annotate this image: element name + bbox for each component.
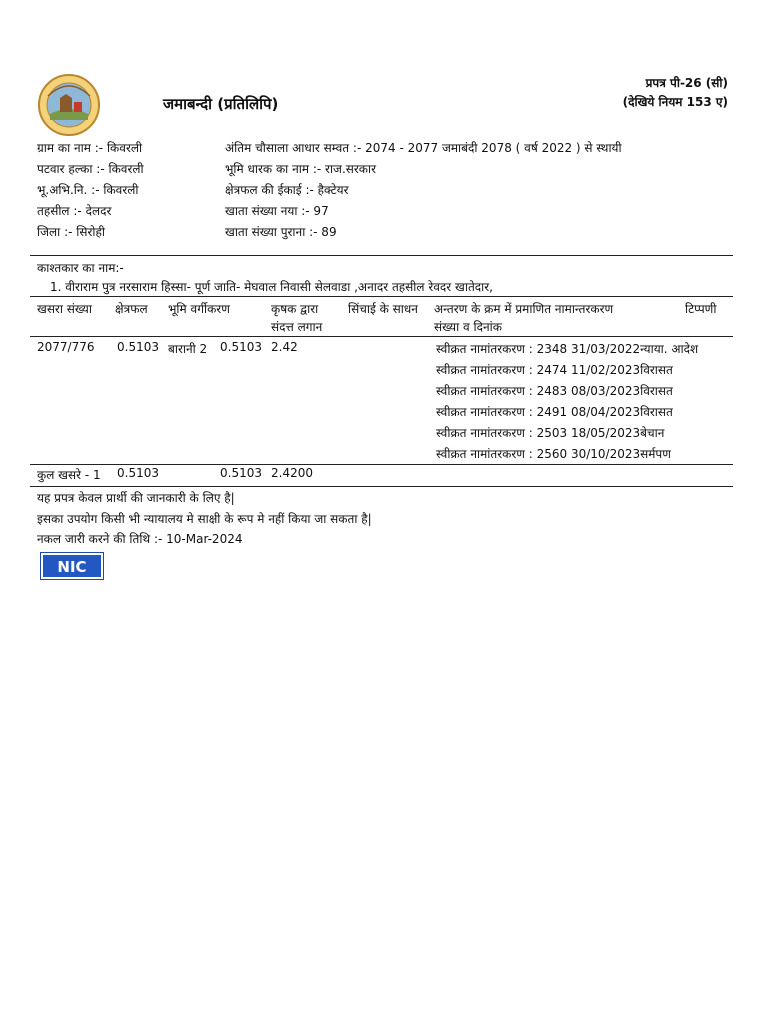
land-record-inspector: भू.अभि.नि. :- किवरली — [37, 183, 139, 197]
header-remarks: टिप्पणी — [685, 302, 717, 316]
total-rent: 2.4200 — [271, 466, 313, 480]
settlement-year: अंतिम चौसाला आधार सम्वत :- 2074 - 2077 जमाबंदी 2078 ( वर्ष 2022 ) से स्थायी — [225, 141, 622, 155]
header-mutation-line2: संख्या व दिनांक — [434, 320, 502, 334]
patwar-halka: पटवार हल्का :- किवरली — [37, 162, 144, 176]
table-bottom-border — [30, 486, 733, 487]
total-area: 0.5103 — [117, 466, 159, 480]
mutation-entry: स्वीक्रत नामांतरकरण : 2348 31/03/2022न्याया. आदेश — [436, 342, 699, 356]
header-khasra: खसरा संख्या — [37, 302, 92, 316]
mutation-entry: स्वीक्रत नामांतरकरण : 2560 30/10/2023सर्मपण — [436, 447, 671, 461]
tehsil: तहसील :- देलदर — [37, 204, 112, 218]
page-title: जमाबन्दी (प्रतिलिपि) — [163, 95, 279, 113]
row-khasra: 2077/776 — [37, 340, 95, 354]
mutation-entry: स्वीक्रत नामांतरकरण : 2474 11/02/2023विरासत — [436, 363, 673, 377]
row-class-area: 0.5103 — [220, 340, 262, 354]
district: जिला :- सिरोही — [37, 225, 105, 239]
cultivator-entry: 1. वीराराम पुत्र नरसाराम हिस्सा- पूर्ण जाति- मेघवाल निवासी सेलवाडा ,अनादर तहसील रेवदर खातेदार, — [50, 280, 493, 294]
header-irrigation: सिंचाई के साधन — [348, 302, 418, 316]
mutation-entry: स्वीक्रत नामांतरकरण : 2483 08/03/2023विरासत — [436, 384, 673, 398]
header-rent-line2: संदत्त लगान — [271, 320, 323, 334]
info-note: यह प्रपत्र केवल प्रार्थी की जानकारी के लिए है| — [37, 491, 235, 505]
table-total-border — [30, 464, 733, 465]
table-top-border — [30, 296, 733, 297]
old-account-number: खाता संख्या पुराना :- 89 — [225, 225, 337, 239]
land-holder-name: भूमि धारक का नाम :- राज.सरकार — [225, 162, 377, 176]
row-rent: 2.42 — [271, 340, 298, 354]
table-header-border — [30, 336, 733, 337]
form-number: प्रपत्र पी-26 (सी) — [645, 76, 728, 90]
nic-logo — [40, 552, 104, 580]
divider — [30, 255, 733, 256]
area-unit: क्षेत्रफल की ईकाई :- हैक्टेयर — [225, 183, 349, 197]
issue-date: नकल जारी करने की तिथि :- 10-Mar-2024 — [37, 532, 243, 546]
row-land-class: बारानी 2 — [168, 342, 208, 356]
total-label: कुल खसरे - 1 — [37, 468, 101, 482]
new-account-number: खाता संख्या नया :- 97 — [225, 204, 329, 218]
mutation-entry: स्वीक्रत नामांतरकरण : 2491 08/04/2023विरासत — [436, 405, 673, 419]
legal-note: इसका उपयोग किसी भी न्यायालय मे साक्षी के रूप मे नहीं किया जा सकता है| — [37, 512, 372, 526]
header-rent-line1: कृषक द्वारा — [271, 302, 319, 316]
rule-reference: (देखिये नियम 153 ए) — [622, 95, 728, 109]
header-area: क्षेत्रफल — [115, 302, 148, 316]
village-name: ग्राम का नाम :- किवरली — [37, 141, 143, 155]
header-mutation-line1: अन्तरण के क्रम में प्रमाणित नामान्तरकरण — [434, 302, 614, 316]
mutation-entry: स्वीक्रत नामांतरकरण : 2503 18/05/2023बेचान — [436, 426, 665, 440]
cultivator-label: काश्तकार का नाम:- — [37, 261, 124, 275]
header-land-class: भूमि वर्गीकरण — [168, 302, 230, 316]
nic-logo-text: NIC — [57, 558, 87, 576]
total-class-area: 0.5103 — [220, 466, 262, 480]
row-area: 0.5103 — [117, 340, 159, 354]
state-emblem-logo — [38, 74, 100, 136]
